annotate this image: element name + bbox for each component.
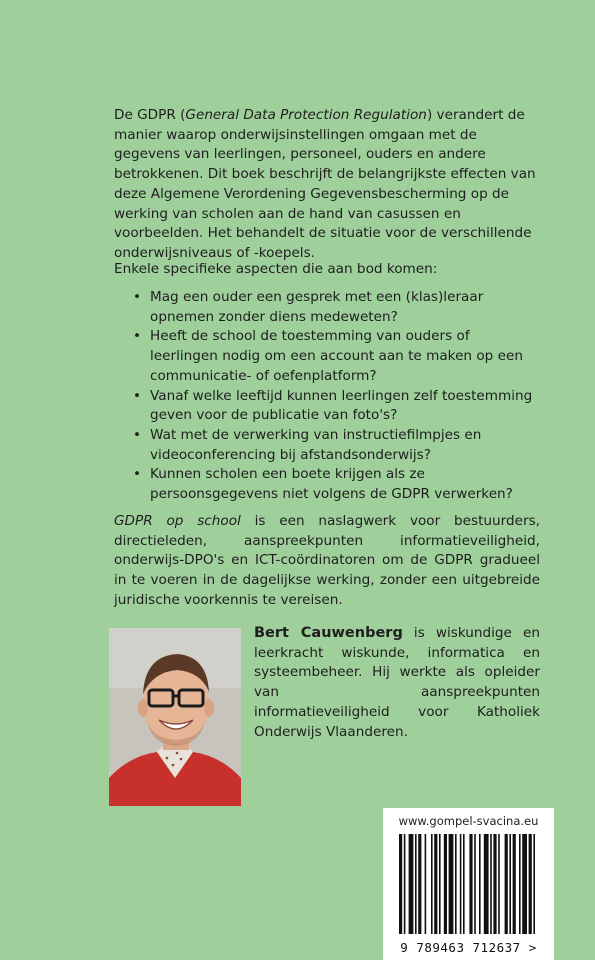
list-item [114, 465, 540, 504]
outro-paragraph [114, 512, 540, 611]
aspects-list [114, 288, 540, 505]
intro-italic-term: General Data Protection Regulation [185, 107, 427, 123]
list-item-text: Kunnen scholen een boete krijgen als ze persoonsgegevens niet volgens de GDPR verwerken? [150, 466, 513, 503]
bullet-icon: • [133, 387, 142, 404]
list-item [114, 327, 540, 386]
intro-text-rest: ) verandert de manier waarop onderwijsinstellingen omgaan met de gegevens van leerlingen, personeel, ouders en andere betrokkenen. Dit boek beschrijft de belangrijkste effecten van deze Algemene Verordening Gegevensbescherming op de werking van scholen aan de hand van casussen en voorbeelden. Het behandelt de situatie voor de verschillende onderwijsniveaus of -koepels. [114, 107, 536, 261]
aspects-lead: Enkele specifieke aspecten die aan bod komen: [114, 261, 438, 277]
list-item-text: Mag een ouder een gesprek met een (klas)leraar opnemen zonder diens medeweten? [150, 289, 484, 325]
list-item [114, 426, 540, 465]
outro-text: is een naslagwerk voor bestuurders, directieleden, aanspreekpunten informatieveiligheid, onderwijs-DPO's en ICT-coördinatoren om de GDPR gradueel in te voeren in de dagelijkse werking, zonder een uitgebreide juridische voorkennis te vereisen. [114, 513, 540, 608]
author-photo [109, 628, 241, 806]
intro-paragraph [114, 106, 540, 264]
list-item [114, 288, 540, 327]
author-name: Bert Cauwenberg [254, 625, 403, 641]
bullet-icon: • [133, 426, 142, 443]
list-item-text: Wat met de verwerking van instructiefilmpjes en videoconferencing bij afstandsonderwijs? [150, 426, 482, 463]
author-bio [254, 624, 540, 742]
bullet-icon: • [133, 289, 142, 305]
author-bio-text: is wiskundige en leerkracht wiskunde, informatica en systeembeheer. Hij werkte als opleider van aanspreekpunten informatieveiligheid voor Katholiek Onderwijs Vlaanderen. [254, 625, 540, 740]
publisher-url: www.gompel-svacina.eu [398, 814, 539, 828]
author-portrait-image [109, 628, 241, 806]
intro-text-start: De GDPR ( [114, 107, 186, 123]
bullet-icon: • [133, 328, 142, 345]
barcode-panel [383, 808, 554, 960]
isbn-number: 9 789463 712637 > [400, 940, 537, 955]
list-item-text: Heeft de school de toestemming van ouders of leerlingen nodig om een account aan te maken op een communicatie- of oefenplatform? [150, 328, 523, 384]
list-item [114, 387, 540, 426]
bullet-icon: • [133, 466, 142, 483]
isbn-barcode-icon [395, 834, 542, 938]
book-title: GDPR op school [114, 513, 241, 529]
list-item-text: Vanaf welke leeftijd kunnen leerlingen zelf toestemming geven voor de publicatie van foto's? [150, 387, 533, 424]
